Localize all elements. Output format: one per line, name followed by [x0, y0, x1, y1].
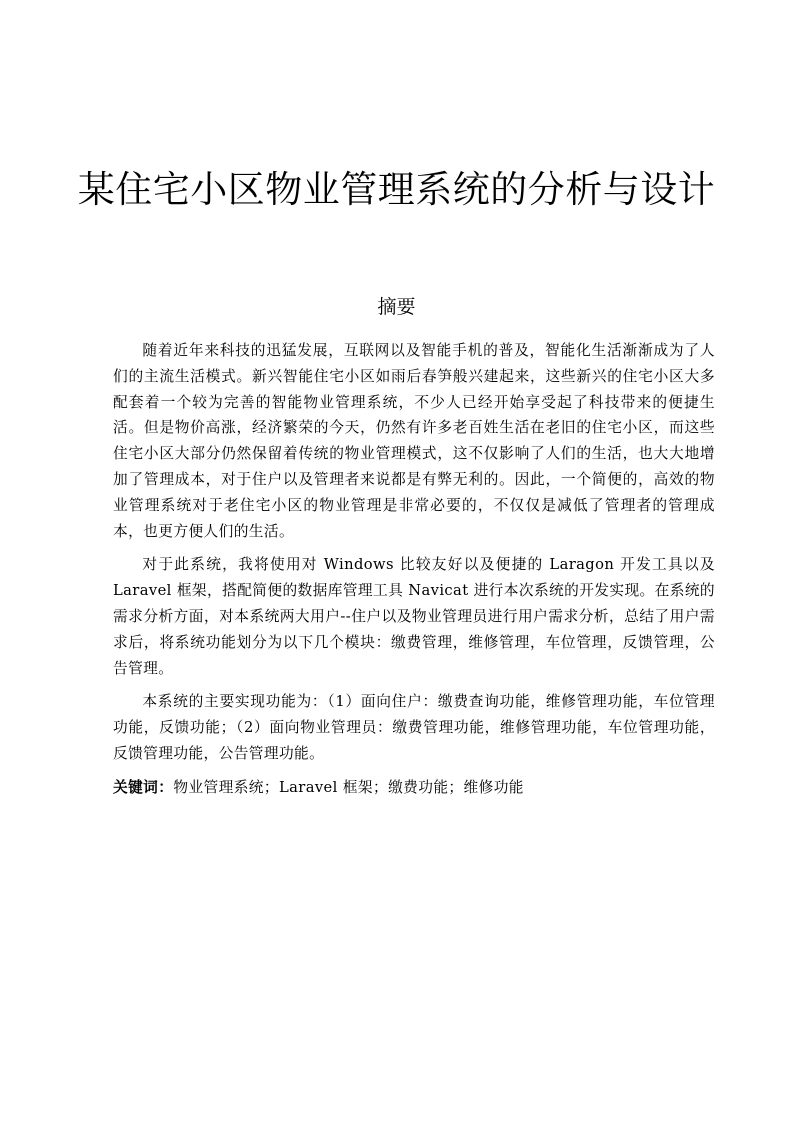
abstract-paragraph-2: 对于此系统，我将使用对 Windows 比较友好以及便捷的 Laragon 开发工具以及 Laravel 框架，搭配简便的数据库管理工具 Navicat 进行本次系统的开发实现。在系统的需求分析方面，对本系统两大用户--住户以及物业管理员进行用户需求分析，总结了用户需求后，将系统功能划分为以下几个模块：缴费管理，维修管理，车位管理，反馈管理，公告管理。 [113, 556, 715, 677]
keywords-text: 物业管理系统；Laravel 框架；缴费功能；维修功能 [173, 778, 524, 796]
abstract-body [113, 338, 715, 801]
abstract-heading: 摘要 [377, 296, 416, 318]
abstract-paragraph-1: 随着近年来科技的迅猛发展，互联网以及智能手机的普及，智能化生活渐渐成为了人们的主流生活模式。新兴智能住宅小区如雨后春笋般兴建起来，这些新兴的住宅小区大多配套着一个较为完善的智能物业管理系统，不少人已经开始享受起了科技带来的便捷生活。但是物价高涨，经济繁荣的今天，仍然有许多老百姓生活在老旧的住宅小区，而这些住宅小区大部分仍然保留着传统的物业管理模式，这不仅影响了人们的生活，也大大地增加了管理成本，对于住户以及管理者来说都是有弊无利的。因此，一个简便的，高效的物业管理系统对于老住宅小区的物业管理是非常必要的，不仅仅是减低了管理者的管理成本，也更方便人们的生活。 [113, 342, 715, 540]
abstract-paragraph-3: 本系统的主要实现功能为：（1）面向住户：缴费查询功能，维修管理功能，车位管理功能，反馈功能；（2）面向物业管理员：缴费管理功能，维修管理功能，车位管理功能，反馈管理功能，公告管理功能。 [113, 693, 715, 762]
document-title: 某住宅小区物业管理系统的分析与设计 [77, 168, 716, 211]
keywords-line [113, 775, 715, 801]
keywords-label: 关键词： [113, 778, 174, 796]
